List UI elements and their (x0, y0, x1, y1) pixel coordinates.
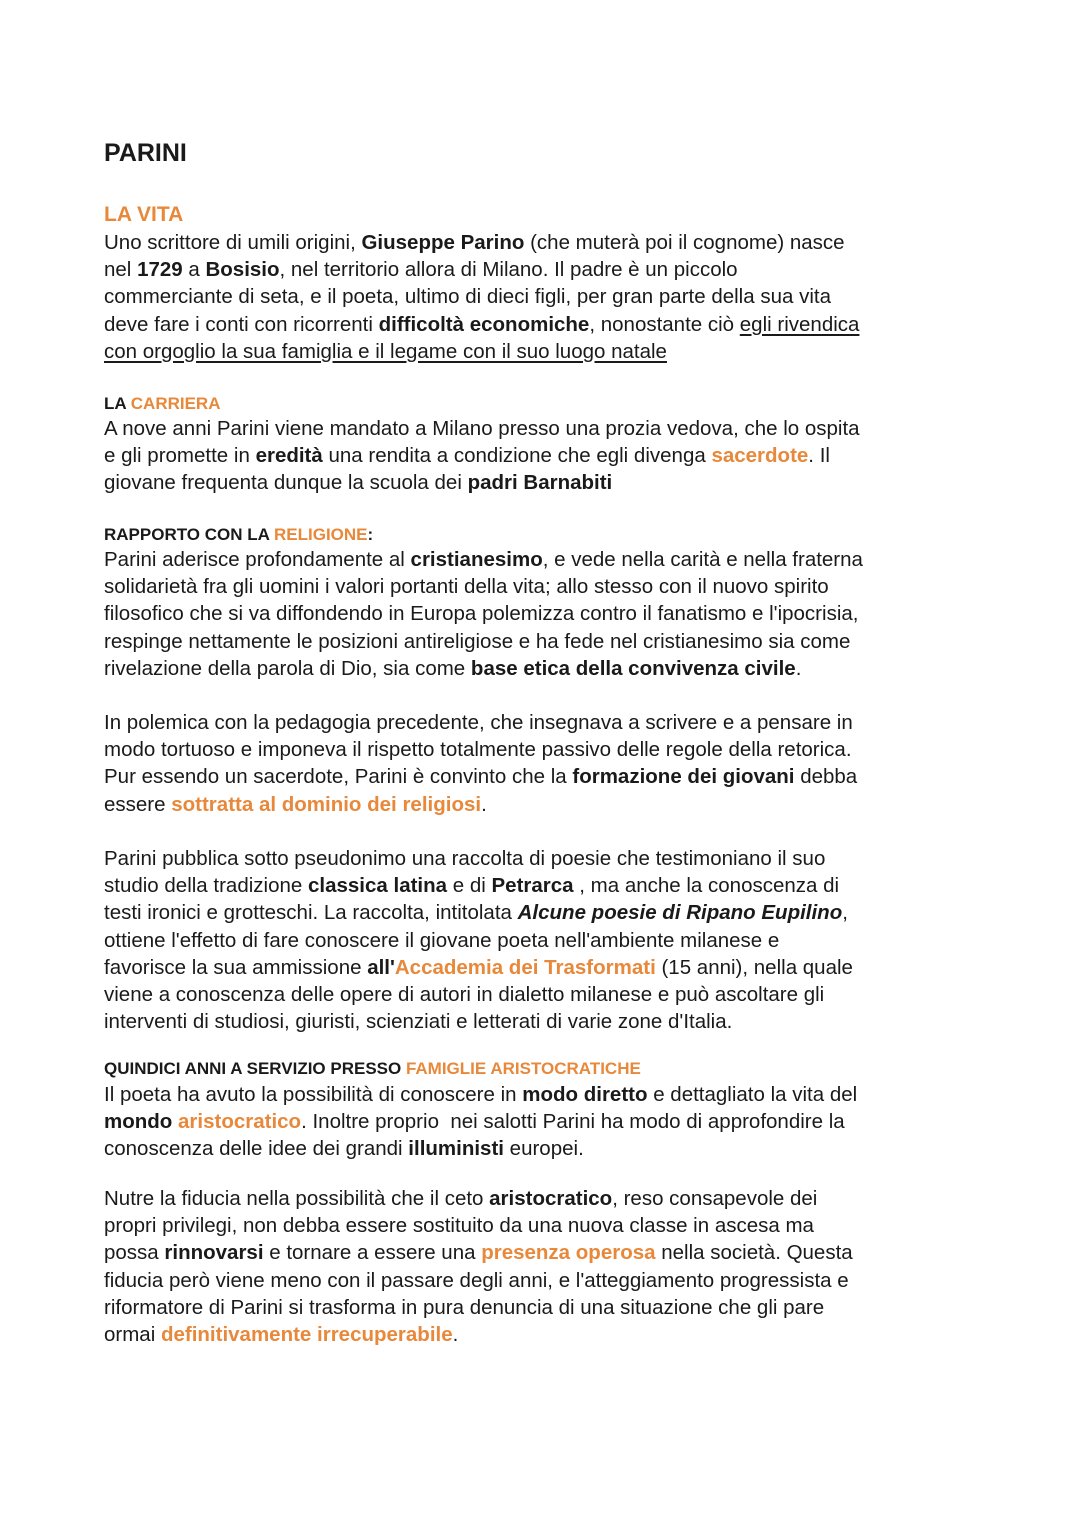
text: riformatore di Parini si trasforma in pura denuncia di una situazione che gli pare (104, 1295, 825, 1319)
text: Il poeta ha avuto la possibilità di conoscere in (104, 1083, 523, 1106)
paragraph-pedagogia (104, 709, 984, 818)
paragraph-fiducia (104, 1185, 984, 1348)
page-title: PARINI (104, 139, 187, 167)
bold-text: illuministi (408, 1137, 504, 1161)
underlined-text: con orgoglio la sua famiglia e il legame con il suo luogo natale (104, 339, 667, 363)
accent-text: sacerdote (711, 444, 809, 468)
text: giovane frequenta dunque la scuola dei (104, 471, 468, 495)
text: europei. (503, 1137, 584, 1161)
text: e tornare a essere una (263, 1241, 482, 1265)
text: essere (104, 792, 172, 816)
bold-text: base etica della convivenza civile (470, 656, 796, 680)
bold-text: aristocratico (489, 1187, 613, 1210)
text: filosofico che si va diffondendo in Europa polemizza contro il fanatismo e l'ipocrisia, (104, 602, 859, 626)
text: studio della tradizione (104, 874, 308, 898)
text: rivelazione della parola di Dio, sia come (104, 656, 471, 680)
text: testi ironici e grotteschi. La raccolta, intitolata (104, 901, 518, 925)
bold-text: Bosisio (205, 258, 280, 282)
text: In polemica con la pedagogia precedente, che insegnava a scrivere e a pensare in (104, 711, 853, 734)
text: , nonostante ciò (589, 312, 740, 336)
italic-title-text: Alcune poesie di Ripano Eupilino (517, 901, 843, 925)
text: (che muterà poi il cognome) nasce (524, 231, 845, 254)
text: conoscenza delle idee dei grandi (104, 1137, 409, 1161)
text: commerciante di seta, e il poeta, ultimo di dieci figli, per gran parte della sua vita (104, 285, 831, 309)
bold-text: cristianesimo (410, 548, 543, 571)
text: interventi di studiosi, giuristi, scienziati e letterati di varie zone d'Italia. (104, 1010, 733, 1034)
accent-text: Accademia dei Trasformati (394, 955, 656, 979)
text: propri privilegi, non debba essere sostituito da una nuova classe in ascesa ma (104, 1214, 814, 1238)
text: , e vede nella carità e nella fraterna (542, 548, 863, 571)
paragraph-famiglie (104, 1081, 984, 1163)
bold-text: difficoltà economiche (378, 312, 590, 336)
text: , (842, 901, 848, 925)
heading-text: LA (104, 394, 131, 413)
paragraph-vita (104, 229, 984, 365)
text: . Il (808, 444, 830, 468)
text: Parini aderisce profondamente al (104, 548, 411, 571)
accent-text: sottratta al dominio dei religiosi (171, 792, 482, 816)
text: , nel territorio allora di Milano. Il padre è un piccolo (279, 258, 738, 282)
section-heading-famiglie (104, 1058, 641, 1080)
text: deve fare i conti con ricorrenti (104, 312, 379, 336)
paragraph-poesie (104, 845, 984, 1035)
text: , ma anche la conoscenza di (573, 874, 840, 898)
bold-text: formazione dei giovani (572, 765, 795, 789)
text: solidarietà fra gli uomini i valori portanti della vita; allo stesso con il nuovo spirito (104, 575, 829, 599)
heading-text: QUINDICI ANNI A SERVIZIO PRESSO (104, 1059, 406, 1078)
text: . Inoltre proprio nei salotti Parini ha modo di approfondire la (301, 1110, 845, 1134)
text: debba (794, 765, 858, 789)
text: nella società. Questa (655, 1241, 853, 1265)
text: e gli promette in (104, 444, 256, 468)
text: , reso consapevole dei (612, 1187, 818, 1210)
bold-text: modo diretto (522, 1083, 648, 1106)
accent-text: presenza operosa (481, 1241, 656, 1265)
underlined-text: egli rivendica (739, 312, 860, 336)
section-heading-religione (104, 524, 373, 546)
text: Uno scrittore di umili origini, (104, 231, 362, 254)
text: . (452, 1323, 459, 1347)
text: A nove anni Parini viene mandato a Milano presso una prozia vedova, che lo ospita (104, 417, 860, 440)
text: favorisce la sua ammissione (104, 955, 368, 979)
text: Pur essendo un sacerdote, Parini è convinto che la (104, 765, 573, 789)
text: a (182, 258, 206, 282)
heading-accent-text: RELIGIONE (274, 525, 368, 544)
bold-text: Giuseppe Parino (361, 231, 525, 254)
text: viene a conoscenza delle opere di autori in dialetto milanese e può ascoltare gli (104, 983, 825, 1007)
text: nel (104, 258, 138, 282)
bold-text: all' (367, 955, 395, 979)
text: e di (447, 874, 492, 898)
accent-text: definitivamente irrecuperabile (160, 1323, 453, 1347)
text: ottiene l'effetto di fare conoscere il giovane poeta nell'ambiente milanese e (104, 928, 780, 952)
heading-accent-text: CARRIERA (130, 394, 221, 413)
bold-text: classica latina (308, 874, 448, 898)
text: modo tortuoso e imponeva il rispetto totalmente passivo delle regole della retorica. (104, 738, 852, 762)
bold-text: 1729 (137, 258, 183, 282)
paragraph-religione (104, 546, 984, 682)
bold-text: Petrarca (491, 874, 574, 898)
text: respinge nettamente le posizioni antireligiose e ha fede nel cristianesimo sia come (104, 629, 851, 653)
text: . (795, 656, 802, 680)
text: Parini pubblica sotto pseudonimo una raccolta di poesie che testimoniano il suo (104, 847, 826, 870)
bold-text: padri Barnabiti (467, 471, 613, 495)
text: una rendita a condizione che egli divenga (322, 444, 712, 468)
bold-text: mondo (104, 1110, 173, 1134)
text: . (481, 792, 487, 816)
bold-text: eredità (255, 444, 323, 468)
text: e dettagliato la vita del (647, 1083, 858, 1106)
heading-text: RAPPORTO CON LA (104, 525, 275, 544)
text: Nutre la fiducia nella possibilità che il ceto (104, 1187, 490, 1210)
text: ormai (104, 1323, 161, 1347)
section-heading-carriera (104, 393, 221, 415)
accent-text: aristocratico (178, 1110, 302, 1134)
section-heading-vita: LA VITA (104, 203, 184, 226)
text: fiducia però viene meno con il passare degli anni, e l'atteggiamento progressista e (104, 1268, 849, 1292)
heading-text: : (367, 525, 374, 544)
bold-text: rinnovarsi (164, 1241, 264, 1265)
text: possa (104, 1241, 165, 1265)
paragraph-carriera (104, 415, 984, 497)
heading-accent-text: FAMIGLIE ARISTOCRATICHE (405, 1059, 641, 1078)
text: (15 anni), nella quale (655, 955, 853, 979)
